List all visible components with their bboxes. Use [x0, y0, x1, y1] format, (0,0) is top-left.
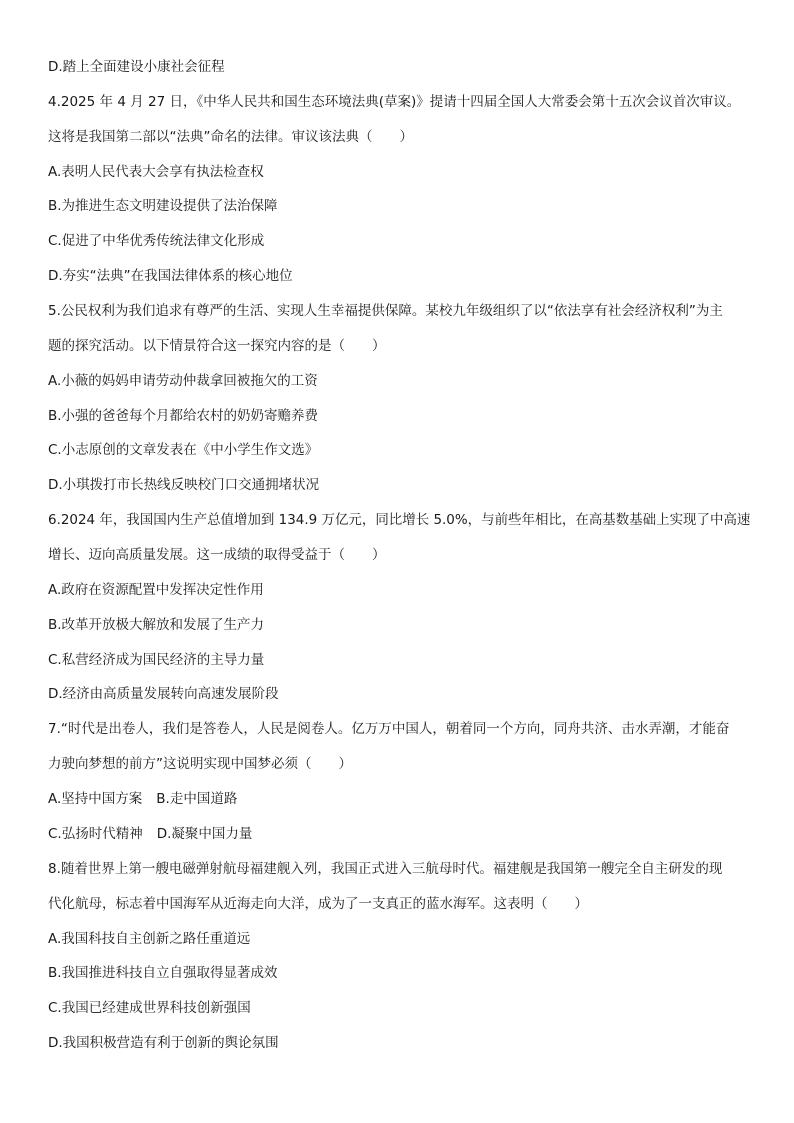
q8-stem-line2: 代化航母，标志着中国海军从近海走向大洋，成为了一支真正的蓝水海军。这表明（ ）: [48, 896, 588, 912]
q6-option-c: C.私营经济成为国民经济的主导力量: [48, 652, 265, 668]
q7-stem-line1: 7.“时代是出卷人，我们是答卷人，人民是阅卷人。亿万万中国人，朝着同一个方向，同舟共济、击水弄潮，才能奋: [48, 721, 730, 737]
q4-stem-line1: 4.2025 年 4 月 27 日，《中华人民共和国生态环境法典(草案)》提请十四届全国人大常委会第十五次会议首次审议。: [48, 94, 741, 110]
q7-options-row2: [48, 825, 252, 843]
q5-option-a: A.小薇的妈妈申请劳动仲裁拿回被拖欠的工资: [48, 373, 318, 389]
q5-stem-line2: 题的探究活动。以下情景符合这一探究内容的是（ ）: [48, 338, 386, 354]
q7-option-d: D.凝聚中国力量: [156, 826, 253, 842]
q4-option-b: B.为推进生态文明建设提供了法治保障: [48, 198, 278, 214]
q6-option-b: B.改革开放极大解放和发展了生产力: [48, 617, 265, 633]
q3-option-d: D.踏上全面建设小康社会征程: [48, 59, 225, 75]
q4-option-c: C.促进了中华优秀传统法律文化形成: [48, 233, 265, 249]
q5-option-c: C.小志原创的文章发表在《中小学生作文选》: [48, 442, 319, 458]
q7-option-a: A.坚持中国方案: [48, 791, 143, 807]
q8-option-d: D.我国积极营造有利于创新的舆论氛围: [48, 1035, 279, 1051]
q7-option-c: C.弘扬时代精神: [48, 826, 143, 842]
q8-option-c: C.我国已经建成世界科技创新强国: [48, 1000, 251, 1016]
q5-option-b: B.小强的爸爸每个月都给农村的奶奶寄赡养费: [48, 408, 319, 424]
q7-options-row1: [48, 790, 237, 808]
q7-stem-line2: 力驶向梦想的前方”这说明实现中国梦必须（ ）: [48, 756, 352, 772]
q6-option-a: A.政府在资源配置中发挥决定性作用: [48, 582, 264, 598]
q8-stem-line1: 8.随着世界上第一艘电磁弹射航母福建舰入列，我国正式进入三航母时代。福建舰是我国第一艘完全自主研发的现: [48, 861, 723, 877]
q6-stem-line2: 增长、迈向高质量发展。这一成绩的取得受益于（ ）: [48, 547, 386, 563]
q6-stem-line1: 6.2024 年，我国国内生产总值增加到 134.9 万亿元，同比增长 5.0%，与前些年相比，在高基数基础上实现了中高速: [48, 512, 751, 528]
q5-stem-line1: 5.公民权利为我们追求有尊严的生活、实现人生幸福提供保障。某校九年级组织了以“依法享有社会经济权利”为主: [48, 303, 723, 319]
q8-option-a: A.我国科技自主创新之路任重道远: [48, 931, 251, 947]
q4-stem-line2: 这将是我国第二部以“法典”命名的法律。审议该法典（ ）: [48, 129, 413, 145]
q4-option-d: D.夯实“法典”在我国法律体系的核心地位: [48, 268, 293, 284]
q8-option-b: B.我国推进科技自立自强取得显著成效: [48, 965, 278, 981]
q4-option-a: A.表明人民代表大会享有执法检查权: [48, 164, 264, 180]
q5-option-d: D.小琪拨打市长热线反映校门口交通拥堵状况: [48, 477, 320, 493]
q7-option-b: B.走中国道路: [156, 791, 238, 807]
q6-option-d: D.经济由高质量发展转向高速发展阶段: [48, 686, 279, 702]
